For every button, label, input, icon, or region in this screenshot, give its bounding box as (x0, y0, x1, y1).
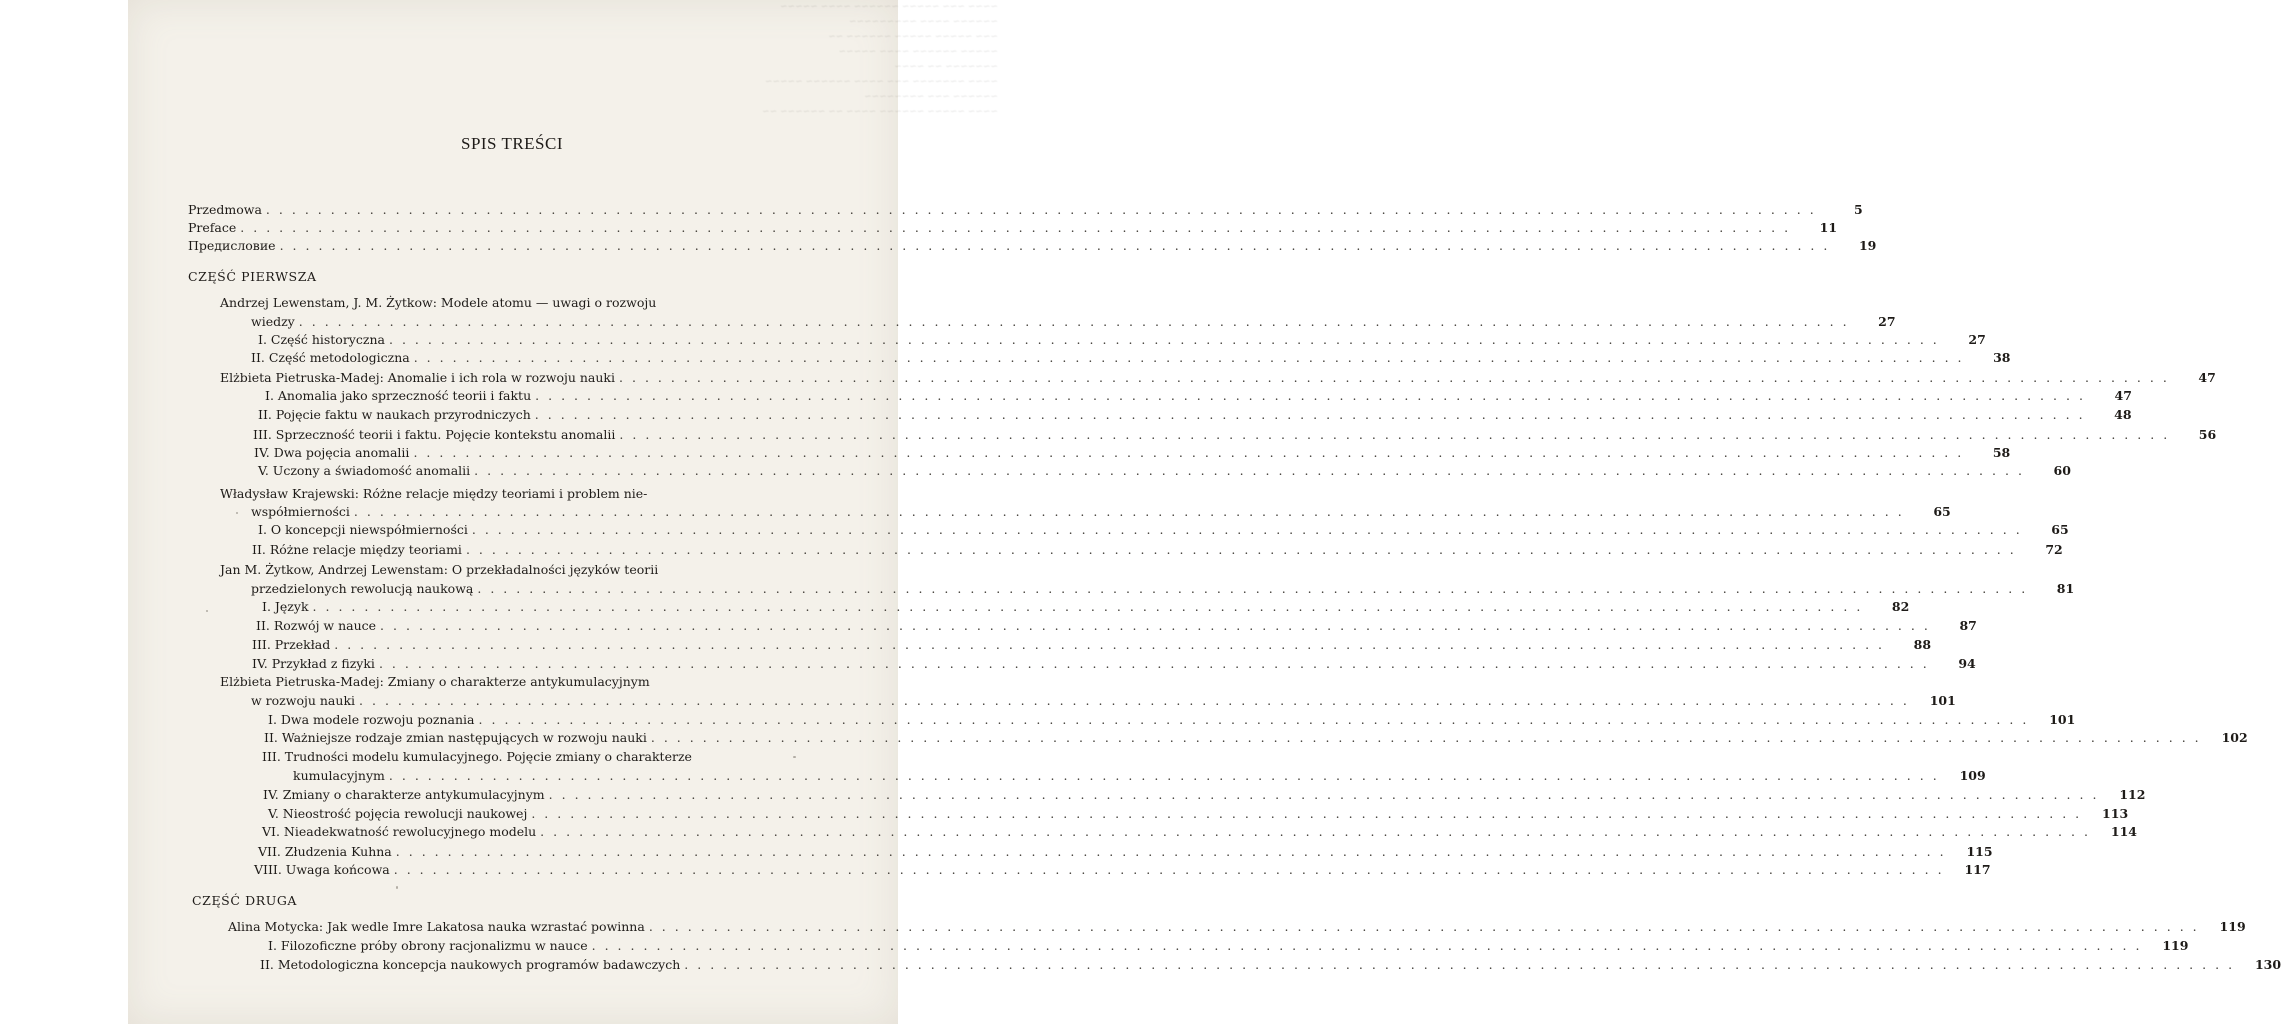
leader-dots: ........................................................................................................................ (648, 919, 2206, 934)
entry-title: V. Nieostrość pojęcia rewolucji naukowej (268, 806, 528, 821)
leader-dots: ........................................................................................................................ (334, 637, 1892, 652)
toc-entry-chapter (258, 521, 2069, 539)
page-number: 11 (1819, 220, 1838, 235)
page-number: 115 (1966, 844, 1993, 859)
toc-entry-chapter (258, 331, 1986, 349)
leader-dots: ........................................................................................................................ (312, 599, 1870, 614)
leader-dots: ........................................................................................................................ (684, 957, 2242, 972)
entry-title: Preface (188, 220, 237, 235)
leader-dots: ........................................................................................................................ (619, 427, 2177, 442)
leader-dots: ........................................................................................................................ (353, 504, 1911, 519)
section-heading-part2: CZĘŚĆ DRUGA (192, 893, 298, 908)
page-number: 94 (1958, 656, 1976, 671)
leader-dots: ........................................................................................................................ (540, 824, 2097, 839)
toc-entry-chapter (252, 636, 1932, 654)
toc-entry-chapter (268, 711, 2076, 729)
entry-title: I. Dwa modele rozwoju poznania (268, 712, 475, 727)
entry-title: V. Uczony a świadomość anomalii (258, 463, 471, 478)
page-number: 88 (1913, 637, 1932, 652)
toc-entry-article (228, 918, 2246, 936)
leader-dots: ........................................................................................................................ (591, 938, 2149, 953)
toc-entry-chapter (268, 937, 2189, 955)
entry-title: I. Anomalia jako sprzeczność teorii i faktu (265, 388, 532, 403)
page-number: 58 (1992, 445, 2011, 460)
page-number: 119 (2219, 919, 2246, 934)
leader-dots: ........................................................................................................................ (393, 862, 1951, 877)
entry-title: I. Filozoficzne próby obrony racjonalizmu w nauce (268, 938, 588, 953)
entry-title: IV. Dwa pojęcia anomalii (254, 445, 410, 460)
leader-dots: ........................................................................................................................ (477, 581, 2035, 596)
entry-title: I. O koncepcji niewspółmierności (258, 522, 468, 537)
page-number: 101 (1929, 693, 1956, 708)
leader-dots: ........................................................................................................................ (265, 202, 1823, 217)
toc-entry-chapter (253, 426, 2217, 444)
page-number: 72 (2045, 542, 2063, 557)
paper-speck (396, 886, 398, 889)
chapter-title: III. Trudności modelu kumulacyjnego. Pojęcie zmiany o charakterze (262, 749, 692, 764)
page-number: 65 (1933, 504, 1951, 519)
entry-title: współmierności (251, 504, 350, 519)
paper-speck (206, 610, 208, 612)
page-number: 47 (2114, 388, 2132, 403)
entry-title: III. Sprzeczność teorii i faktu. Pojęcie kontekstu anomalii (253, 427, 616, 442)
page-number: 109 (1959, 768, 1986, 783)
toc-entry-chapter (254, 861, 1991, 879)
leader-dots: ........................................................................................................................ (531, 806, 2089, 821)
entry-title: II. Metodologiczna koncepcja naukowych programów badawczych (260, 957, 681, 972)
entry-title: przedzielonych rewolucją naukową (251, 581, 474, 596)
leader-dots: ........................................................................................................................ (535, 388, 2092, 403)
leader-dots: ........................................................................................................................ (474, 463, 2031, 478)
leader-dots: ........................................................................................................................ (471, 522, 2029, 537)
leader-dots: ........................................................................................................................ (359, 693, 1916, 708)
leader-dots: ........................................................................................................................ (478, 712, 2036, 727)
leader-dots: ........................................................................................................................ (279, 238, 1837, 253)
entry-title: wiedzy (251, 314, 295, 329)
page-number: 65 (2051, 522, 2069, 537)
toc-entry-chapter (251, 349, 2011, 367)
page-number: 102 (2221, 730, 2248, 745)
entry-title: Предисловие (188, 238, 276, 253)
entry-title: w rozwoju nauki (251, 693, 356, 708)
section-heading-part1: CZĘŚĆ PIERWSZA (188, 269, 317, 284)
toc-entry-article (251, 692, 1956, 710)
page-number: 117 (1964, 862, 1991, 877)
entry-title: III. Przekład (252, 637, 331, 652)
page-number: 27 (1968, 332, 1986, 347)
leader-dots: ........................................................................................................................ (298, 314, 1856, 329)
leader-dots: ........................................................................................................................ (395, 844, 1953, 859)
page-number: 87 (1959, 618, 1977, 633)
toc-entry-chapter (258, 462, 2071, 480)
toc-entry-chapter (262, 598, 1910, 616)
leader-dots: ........................................................................................................................ (619, 370, 2176, 385)
paper-speck (793, 756, 796, 758)
toc-entry-chapter (265, 387, 2132, 405)
leader-dots: ........................................................................................................................ (240, 220, 1798, 235)
page-number: 38 (1993, 350, 2011, 365)
page-title: SPIS TREŚCI (460, 134, 564, 153)
page-number: 19 (1858, 238, 1877, 253)
entry-title: II. Część metodologiczna (251, 350, 410, 365)
leader-dots: ........................................................................................................................ (378, 656, 1936, 671)
toc-entry-chapter (268, 805, 2129, 823)
leader-dots: ........................................................................................................................ (413, 350, 1971, 365)
entry-title: Przedmowa (188, 202, 262, 217)
entry-title: II. Różne relacje między teoriami (252, 542, 462, 557)
page-number: 113 (2102, 806, 2129, 821)
entry-title: kumulacyjnym (293, 768, 385, 783)
page-number: 82 (1891, 599, 1910, 614)
entry-title: Elżbieta Pietruska-Madej: Anomalie i ich rola w rozwoju nauki (220, 370, 615, 385)
page-number: 130 (2254, 957, 2281, 972)
toc-entry-chapter (262, 823, 2137, 841)
toc-entry-chapter (258, 406, 2132, 424)
entry-title: II. Rozwój w nauce (256, 618, 377, 633)
page-number: 101 (2049, 712, 2076, 727)
leader-dots: ........................................................................................................................ (548, 787, 2106, 802)
page-number: 119 (2162, 938, 2189, 953)
toc-entry-article (251, 503, 1951, 521)
toc-entry-article (251, 313, 1896, 331)
toc-entry-preface (188, 219, 1838, 237)
toc-entry-chapter (252, 541, 2063, 559)
page-number: 60 (2053, 463, 2071, 478)
article-title: Andrzej Lewenstam, J. M. Żytkow: Modele atomu — uwagi o rozwoju (220, 295, 657, 310)
leader-dots: ........................................................................................................................ (413, 445, 1971, 460)
leader-dots: ........................................................................................................................ (380, 618, 1937, 633)
toc-entry-chapter (263, 786, 2146, 804)
toc-entry-article (220, 369, 2216, 387)
toc-entry-chapter (252, 655, 1976, 673)
page-number: 47 (2198, 370, 2216, 385)
toc-entry-chapter (260, 956, 2281, 974)
toc-entry-chapter (256, 617, 1977, 635)
toc-entry-article (251, 580, 2075, 598)
entry-title: II. Ważniejsze rodzaje zmian następujących w rozwoju nauki (264, 730, 647, 745)
article-title: Elżbieta Pietruska-Madej: Zmiany o charakterze antykumulacyjnym (220, 674, 650, 689)
entry-title: IV. Zmiany o charakterze antykumulacyjnym (263, 787, 545, 802)
entry-title: Alina Motycka: Jak wedle Imre Lakatosa nauka wzrastać powinna (228, 919, 645, 934)
page-number: 48 (2114, 407, 2132, 422)
entry-title: IV. Przykład z fizyki (252, 656, 375, 671)
leader-dots: ........................................................................................................................ (534, 407, 2092, 422)
entry-title: VII. Złudzenia Kuhna (258, 844, 392, 859)
leader-dots: ........................................................................................................................ (650, 730, 2208, 745)
leader-dots: ........................................................................................................................ (388, 332, 1946, 347)
page-number: 56 (2198, 427, 2217, 442)
page-number: 112 (2119, 787, 2146, 802)
page-number: 5 (1854, 202, 1863, 217)
toc-entry-chapter (254, 444, 2011, 462)
toc-entry-chapter (258, 843, 1993, 861)
article-title: Jan M. Żytkow, Andrzej Lewenstam: O przekładalności języków teorii (220, 562, 659, 577)
entry-title: I. Język (262, 599, 309, 614)
leader-dots: ........................................................................................................................ (388, 768, 1946, 783)
toc-entry-predislovie (188, 237, 1877, 255)
toc-entry-chapter (293, 767, 1986, 785)
entry-title: VI. Nieadekwatność rewolucyjnego modelu (262, 824, 537, 839)
entry-title: VIII. Uwaga końcowa (254, 862, 390, 877)
toc-entry-chapter (264, 729, 2248, 747)
leader-dots: ........................................................................................................................ (465, 542, 2023, 557)
toc-entry-przedmowa (188, 201, 1863, 219)
article-title: Władysław Krajewski: Różne relacje między teoriami i problem nie- (220, 486, 648, 501)
page-number: 114 (2110, 824, 2137, 839)
page-number: 81 (2056, 581, 2075, 596)
page-number: 27 (1878, 314, 1896, 329)
entry-title: II. Pojęcie faktu w naukach przyrodniczych (258, 407, 531, 422)
paper-speck (236, 512, 238, 514)
entry-title: I. Część historyczna (258, 332, 385, 347)
bleed-through-text: ~~~~ ~~~ ~~~~~ ~~~~~~ ~~~~ ~~~~~ ~~~~~~ ~~~~ ~~~~~~~~~ ~~~ ~~~~~ ~~~~~ ~~~~~~ ~~ ~~~~~ ~~~~~~ ~~~~ ~~~~~ ~~~~~~~ ~~ ~~~~ ~~~~ ~~~~~~~ ~~~ ~~~~ ~~~~~~ ~~~~~ ~~~~~~ ~~~ ~~~~~~~~ ~~~~ ~~~~~ ~~~~~~ ~~~~ ~~ ~~~~~~ ~~ (762, 2, 998, 117)
